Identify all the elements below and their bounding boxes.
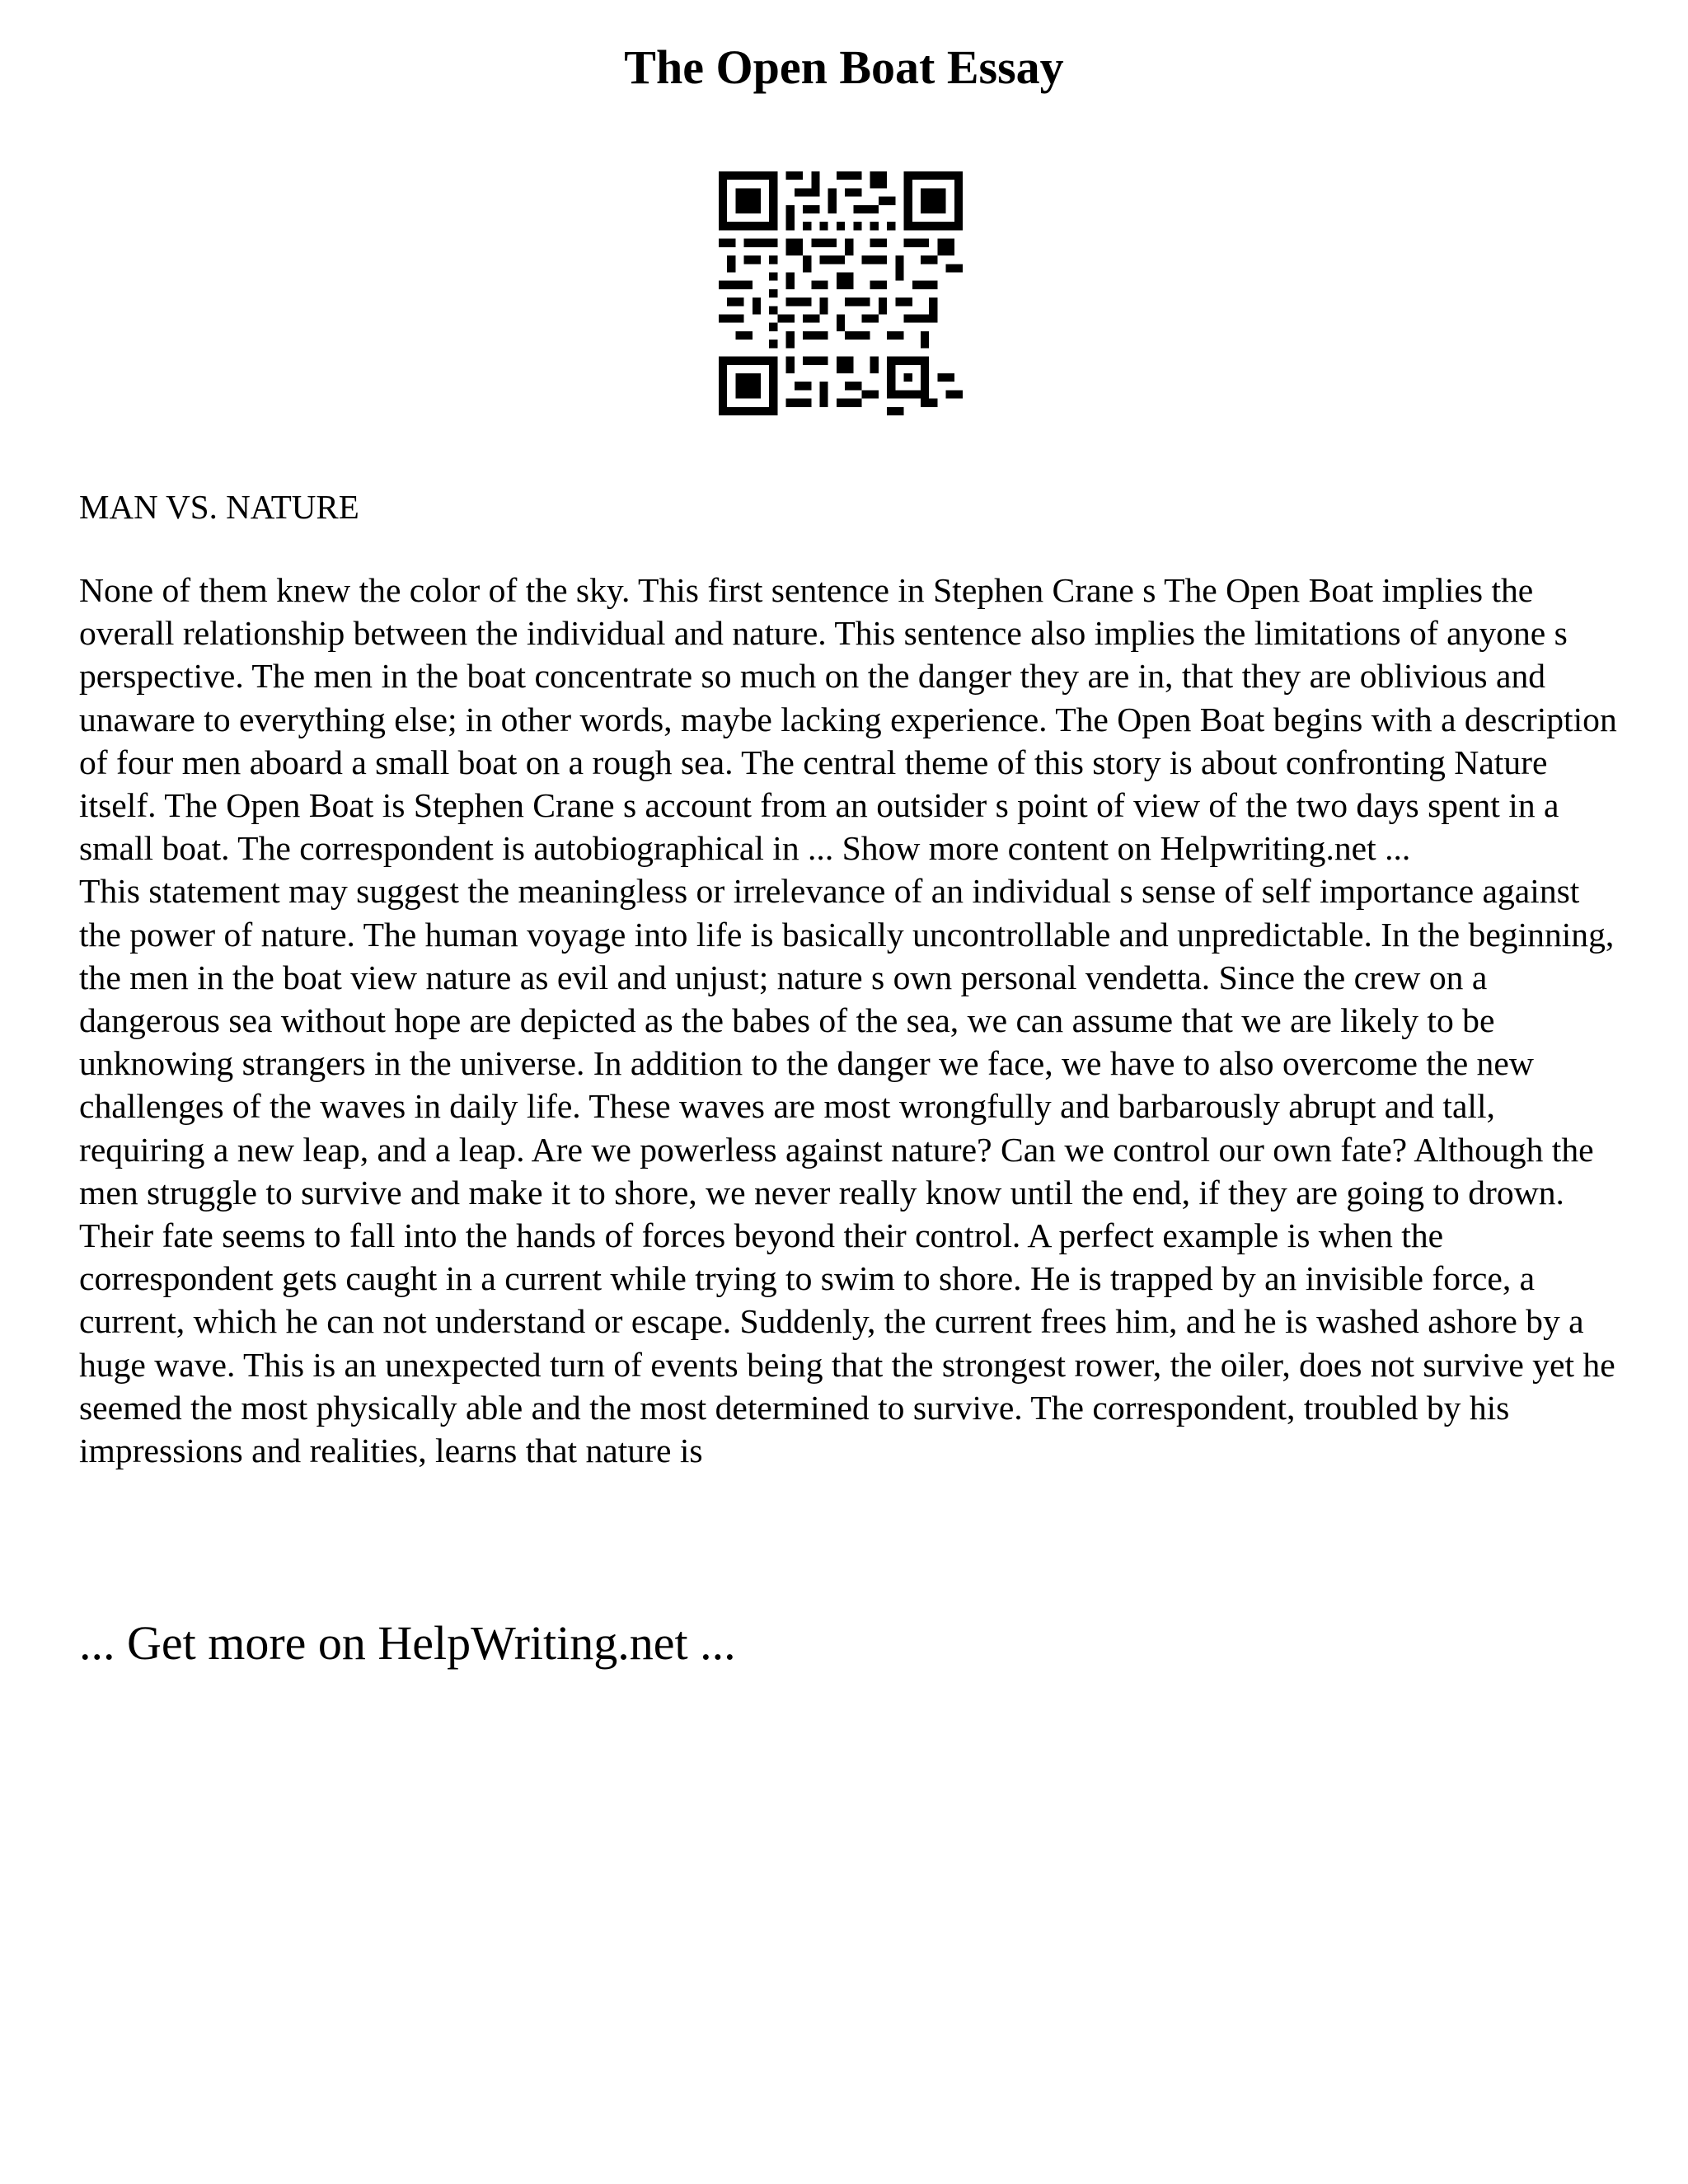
- helpwriting-link[interactable]: ... Get more on HelpWriting.net ...: [79, 1616, 736, 1670]
- paragraph-2: This statement may suggest the meaningless or irrelevance of an individual s sense of self importance against the power of nature. The human voyage into life is basically uncontrollable and unpredictable. In the beginning, the men in the boat view nature as evil and unjust; nature s own personal vendetta. Since the crew on a dangerous sea without hope are depicted as the babes of the sea, we can assume that we are likely to be unknowing strangers in the universe. In addition to the danger we face, we have to also overcome the new challenges of the waves in daily life. These waves are most wrongfully and barbarously abrupt and tall, requiring a new leap, and a leap. Are we powerless against nature? Can we control our own fate? Although the men struggle to survive and make it to shore, we never really know until the end, if they are going to drown. Their fate seems to fall into the hands of forces beyond their control. A perfect example is when the correspondent gets caught in a current while trying to swim to shore. He is trapped by an invisible force, a current, which he can not understand or escape. Suddenly, the current frees him, and he is washed ashore by a huge wave. This is an unexpected turn of events being that the strongest rower, the oiler, does not survive yet he seemed the most physically able and the most determined to survive. The correspondent, troubled by his impressions and realities, learns that nature is: [79, 872, 1615, 1470]
- essay-body: [79, 569, 1629, 1472]
- section-heading: MAN VS. NATURE: [79, 488, 359, 526]
- paragraph-1: None of them knew the color of the sky. This first sentence in Stephen Crane s The Open Boat implies the overall relationship between the individual and nature. This sentence also implies the limitations of anyone s perspective. The men in the boat concentrate so much on the danger they are in, that they are oblivious and unaware to everything else; in other words, maybe lacking experience. The Open Boat begins with a description of four men aboard a small boat on a rough sea. The central theme of this story is about confronting Nature itself. The Open Boat is Stephen Crane s account from an outsider s point of view of the two days spent in a small boat. The correspondent is autobiographical in ... Show more content on Helpwriting.net ...: [79, 571, 1617, 868]
- document-title: The Open Boat Essay: [624, 40, 1064, 94]
- qr-code-icon[interactable]: [719, 171, 963, 415]
